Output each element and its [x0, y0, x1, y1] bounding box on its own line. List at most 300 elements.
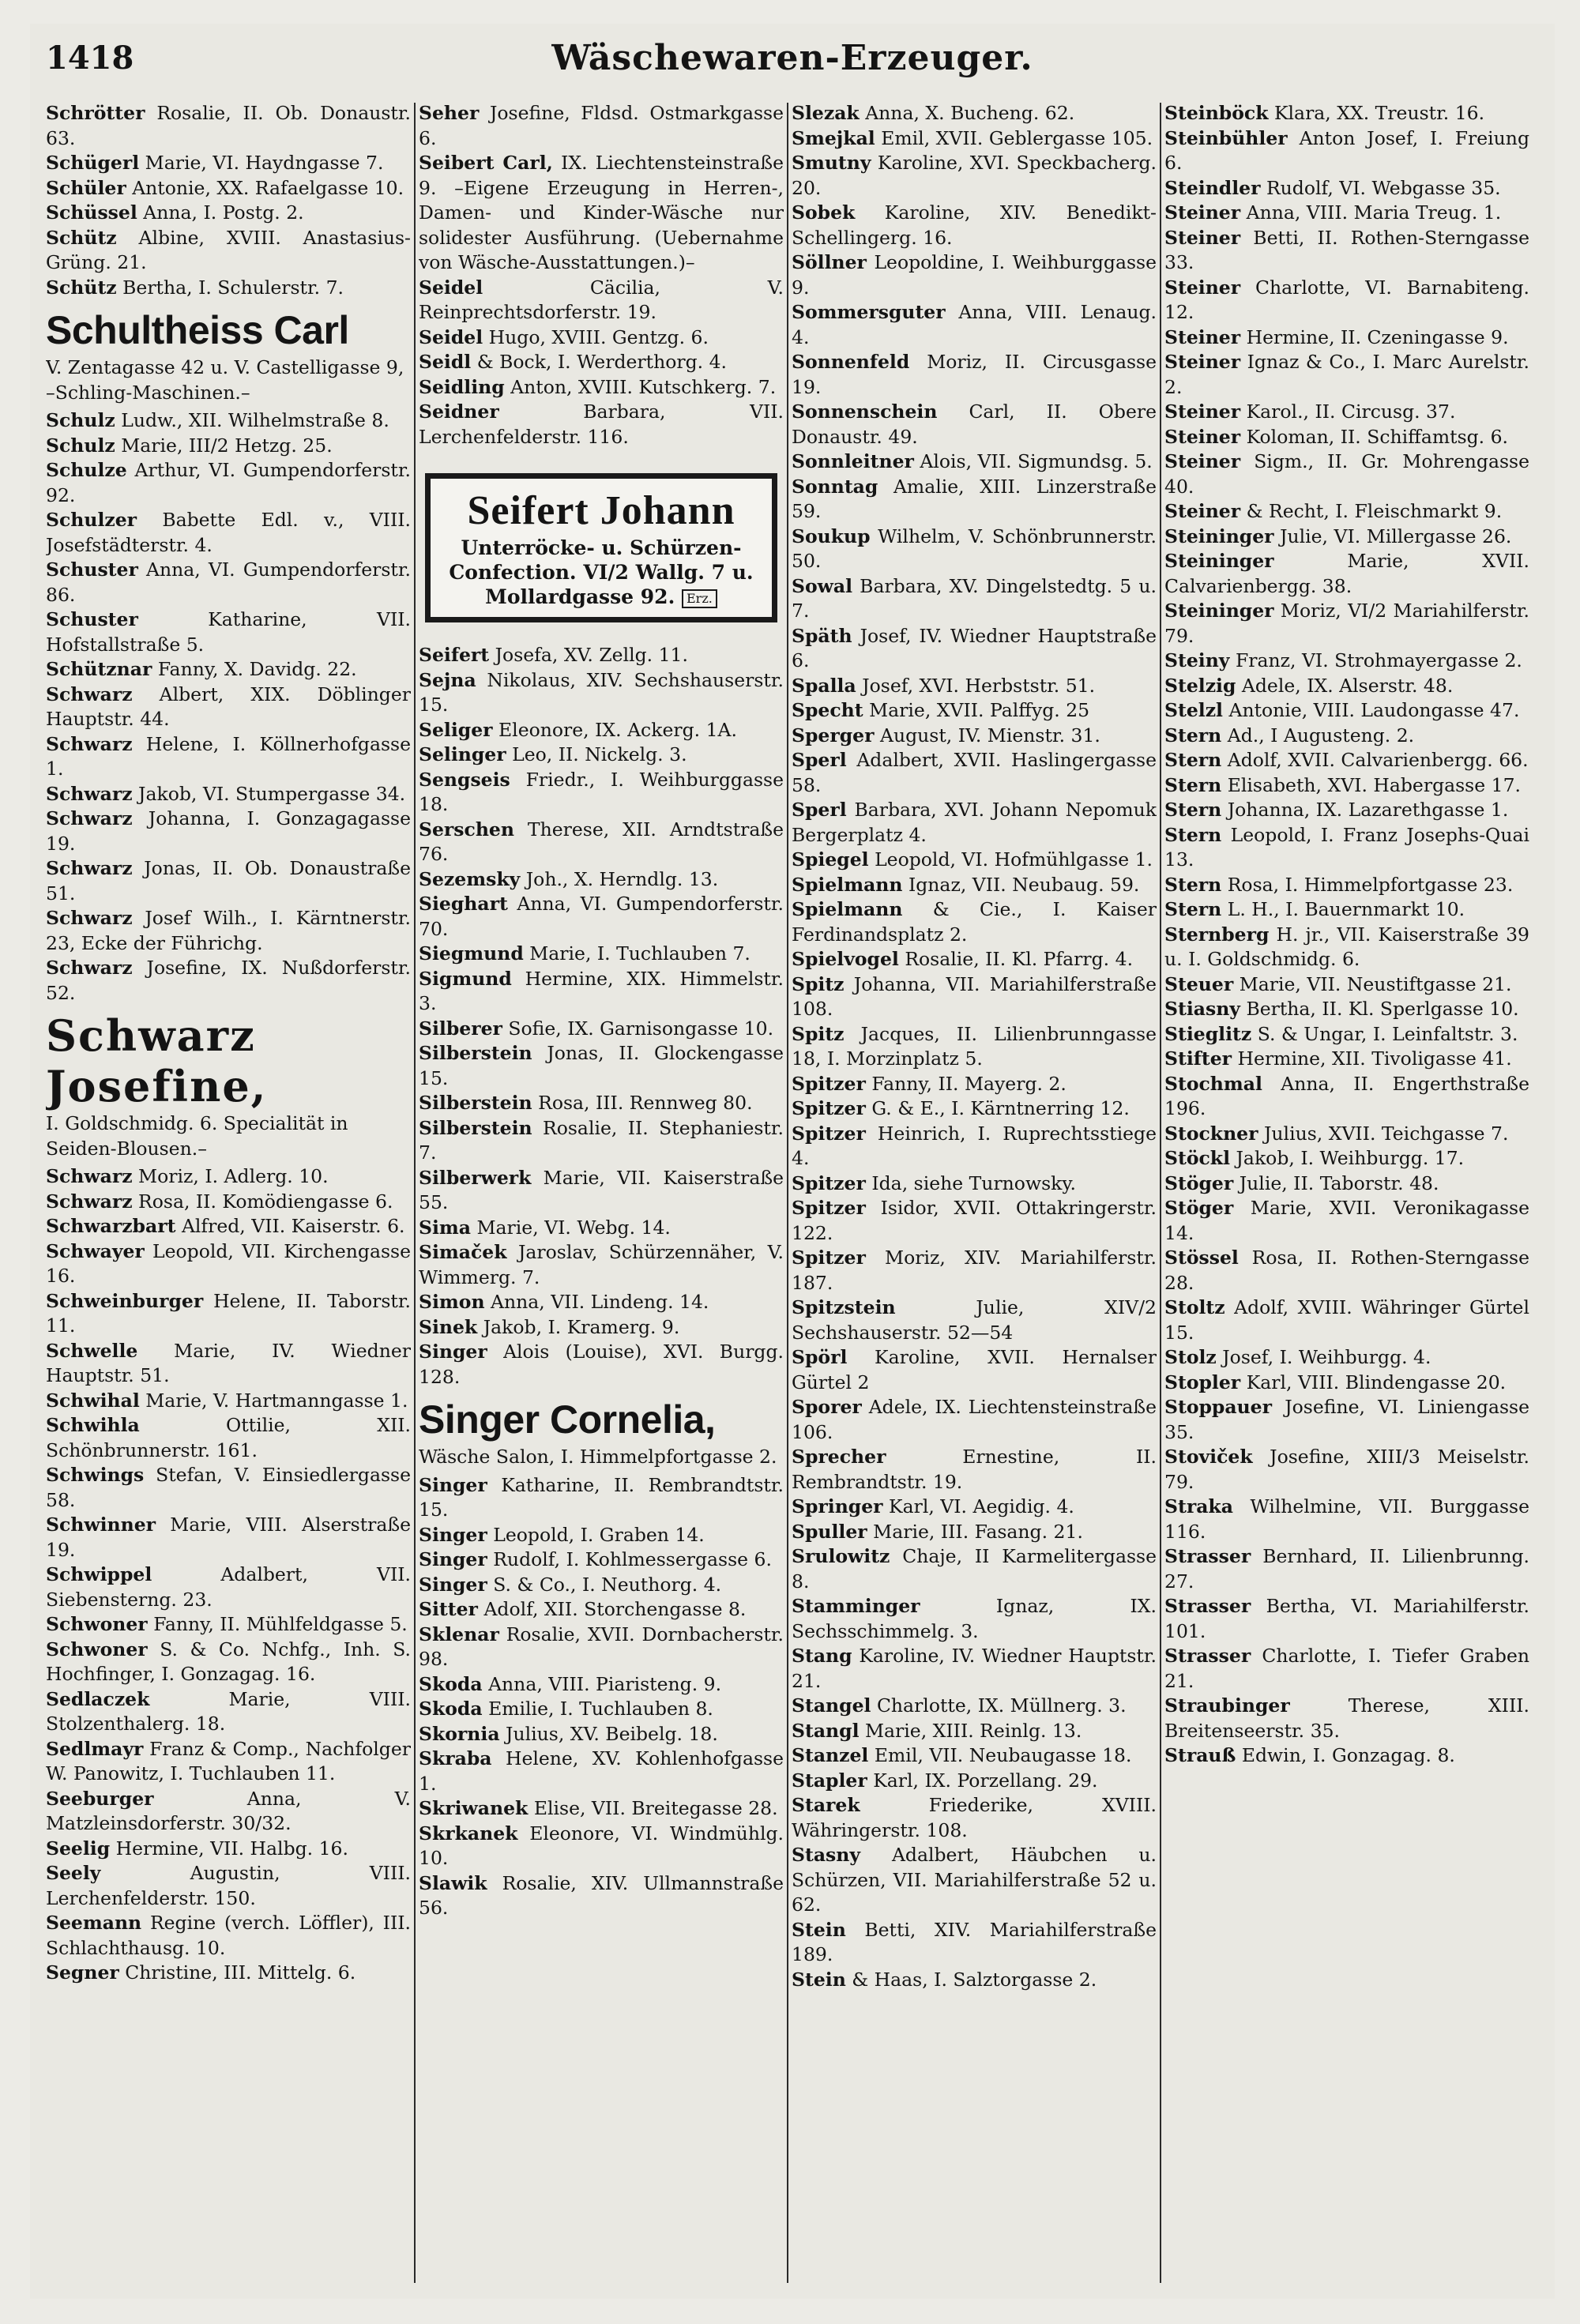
entry-name: Schwinner: [46, 1514, 156, 1536]
entry-name: Singer: [419, 1573, 487, 1596]
directory-entry: [792, 1171, 1157, 1197]
directory-entry: [419, 1473, 784, 1523]
directory-entry: [419, 1597, 784, 1623]
entry-address: Johanna, IX. Lazarethgasse 1.: [1227, 799, 1509, 821]
entry-address: Ottilie, XII. Schönbrunnerstr. 161.: [46, 1414, 411, 1461]
entry-name: Sternberg: [1164, 923, 1270, 946]
page-number: 1418: [46, 39, 134, 77]
directory-entry: [46, 1612, 411, 1638]
entry-name: Stapler: [792, 1769, 867, 1792]
entry-address: Ida, siehe Turnowsky.: [871, 1171, 1076, 1194]
directory-entry: [792, 1096, 1157, 1122]
entry-name: Schwarzbart: [46, 1215, 176, 1237]
directory-entry: [1164, 1495, 1529, 1544]
entry-name: Schwihla: [46, 1414, 140, 1436]
directory-entry: [46, 408, 411, 434]
page-header: [30, 24, 1555, 84]
entry-address: Karl, VIII. Blindengasse 20.: [1246, 1371, 1507, 1393]
entry-address: Marie, VI. Webg. 14.: [476, 1216, 671, 1239]
directory-entry: [1164, 449, 1529, 499]
entry-name: Seeburger: [46, 1787, 154, 1810]
entry-address: Marie, I. Tuchlauben 7.: [529, 942, 750, 965]
directory-entry: [792, 1295, 1157, 1345]
entry-address: Ignaz & Co., I. Marc Aurelstr. 2.: [1164, 351, 1529, 398]
entry-name: Sobek: [792, 201, 856, 224]
entry-address: Ad., I Augusteng. 2.: [1227, 724, 1415, 746]
entry-address: Koloman, II. Schiffamtsg. 6.: [1246, 425, 1509, 448]
entry-name: Segner: [46, 1961, 119, 1984]
entry-name: Specht: [792, 699, 863, 721]
entry-address: Julius, XV. Beibelg. 18.: [506, 1722, 718, 1745]
entry-address: Augustin, VIII. Lerchenfelderstr. 150.: [46, 1862, 411, 1909]
entry-name: Steiner: [1164, 400, 1241, 423]
entry-name: Sedlmayr: [46, 1737, 144, 1760]
entry-name: Stoviček: [1164, 1446, 1253, 1468]
entry-name: Spitzer: [792, 1197, 866, 1219]
entry-name: Steininger: [1164, 600, 1274, 622]
entry-name: Sperger: [792, 724, 875, 746]
entry-name: Sitter: [419, 1598, 478, 1620]
directory-entry: [1164, 923, 1529, 972]
entry-name: Sklenar: [419, 1623, 499, 1645]
directory-entry: [792, 698, 1157, 724]
directory-entry: [1164, 525, 1529, 550]
directory-entry: [1164, 649, 1529, 674]
entry-address: Julius, XVII. Teichgasse 7.: [1264, 1122, 1509, 1145]
entry-name: Straka: [1164, 1495, 1233, 1517]
entry-name: Stanzel: [792, 1744, 869, 1766]
directory-entry: [46, 508, 411, 558]
entry-name: Stöger: [1164, 1197, 1234, 1219]
directory-entry: [792, 1644, 1157, 1694]
entry-name: Stössel: [1164, 1247, 1239, 1269]
entry-address: Marie, VII. Kaiserstraße 55.: [419, 1166, 784, 1213]
entry-name: Smejkal: [792, 126, 875, 149]
entry-address: Emil, XVII. Geblergasse 105.: [881, 126, 1153, 149]
directory-entry: [419, 276, 784, 325]
entry-name: Steiner: [1164, 500, 1241, 522]
directory-entry: [1164, 798, 1529, 823]
featured-description: Wäsche Salon, I. Himmelpfortgasse 2.: [419, 1446, 777, 1468]
directory-entry: [792, 1196, 1157, 1246]
directory-entry: [46, 1389, 411, 1414]
column-3: [792, 101, 1157, 2297]
directory-entry: [1164, 1196, 1529, 1246]
entry-name: Sima: [419, 1216, 471, 1239]
entry-address: Marie, V. Hartmanngasse 1.: [145, 1389, 408, 1412]
entry-name: Sezemsky: [419, 867, 521, 890]
directory-entry: [792, 1345, 1157, 1395]
entry-name: Sejna: [419, 668, 476, 691]
entry-address: Jakob, I. Weihburgg. 17.: [1236, 1147, 1465, 1169]
entry-address: Katharine, VII. Hofstallstraße 5.: [46, 608, 411, 656]
entry-address: Albine, XVIII. Anastasius-Grüng. 21.: [46, 226, 411, 273]
entry-address: Jonas, II. Ob. Donaustraße 51.: [46, 857, 411, 904]
directory-entry: [792, 1594, 1157, 1644]
entry-name: Steiner: [1164, 276, 1241, 299]
directory-entry: [419, 1340, 784, 1390]
entry-address: Fanny, II. Mühlfeldgasse 5.: [153, 1613, 408, 1635]
entry-name: Starek: [792, 1794, 860, 1816]
entry-address: Marie, III/2 Hetzg. 25.: [121, 434, 333, 457]
entry-name: Schwarz: [46, 782, 133, 805]
entry-address: Antonie, XX. Rafaelgasse 10.: [132, 176, 404, 199]
directory-entry: [46, 1214, 411, 1239]
entry-address: Karl, VI. Aegidig. 4.: [889, 1495, 1074, 1517]
entry-address: Marie, III. Fasang. 21.: [873, 1520, 1083, 1543]
entry-address: Rosa, II. Rothen-Sterngasse 28.: [1164, 1247, 1529, 1294]
entry-name: Steininger: [1164, 550, 1274, 572]
entry-address: Bernhard, II. Lilienbrunng. 27.: [1164, 1545, 1529, 1593]
entry-address: S. & Co. Nchfg., Inh. S. Hochfinger, I. Gonzagag. 16.: [46, 1638, 411, 1685]
entry-name: Steiner: [1164, 425, 1241, 448]
entry-address: Rosalie, XVII. Dornbacherstr. 98.: [419, 1623, 784, 1670]
directory-page: [30, 24, 1555, 2299]
entry-address: Charlotte, VI. Barnabiteng. 12.: [1164, 276, 1529, 323]
entry-name: Spiegel: [792, 848, 869, 871]
entry-address: Karoline, XVI. Speckbacherg. 20.: [792, 152, 1157, 199]
entry-name: Sporer: [792, 1396, 862, 1418]
entry-name: Strauß: [1164, 1744, 1236, 1766]
entry-name: Spielmann: [792, 873, 903, 896]
entry-name: Schwarz: [46, 907, 133, 929]
entry-address: Karoline, XIV. Benedikt-Schellingerg. 16.: [792, 201, 1157, 249]
entry-address: & Recht, I. Fleischmarkt 9.: [1246, 500, 1503, 522]
entry-name: Slawik: [419, 1871, 487, 1894]
entry-address: L. H., I. Bauernmarkt 10.: [1227, 898, 1465, 920]
entry-name: Stiasny: [1164, 998, 1240, 1020]
directory-entry: [1164, 773, 1529, 799]
entry-name: Skornia: [419, 1722, 500, 1745]
entry-name: Stamminger: [792, 1595, 920, 1617]
entry-address: Moriz, VI/2 Mariahilferstr. 79.: [1164, 600, 1529, 647]
directory-entry: [792, 873, 1157, 898]
entry-address: Bertha, I. Schulerstr. 7.: [122, 276, 344, 299]
entry-name: Sperl: [792, 799, 847, 821]
entry-name: Stochmal: [1164, 1072, 1262, 1095]
entry-address: Marie, VIII. Alserstraße 19.: [46, 1514, 411, 1561]
entry-address: Marie, XVII. Calvarienbergg. 38.: [1164, 550, 1529, 597]
directory-entry: [792, 724, 1157, 749]
directory-entry: [792, 1694, 1157, 1719]
entry-address: Leopold, VII. Kirchengasse 16.: [46, 1239, 411, 1287]
directory-entry: [46, 1737, 411, 1787]
entry-address: Julie, VI. Millergasse 26.: [1280, 525, 1512, 547]
entry-name: Schulz: [46, 409, 115, 431]
column-rule: [787, 103, 788, 2283]
directory-entry: [46, 1513, 411, 1562]
entry-address: Josef, I. Weihburgg. 4.: [1222, 1346, 1431, 1368]
directory-entry: [46, 1413, 411, 1463]
entry-name: Schulz: [46, 434, 115, 457]
entry-name: Skraba: [419, 1747, 492, 1769]
featured-description: I. Goldschmidg. 6. Specialität in Seiden-Blousen.–: [46, 1112, 348, 1160]
directory-entry: [1164, 698, 1529, 724]
entry-name: Stangel: [792, 1694, 871, 1717]
featured-description: V. Zentagasse 42 u. V. Castelligasse 9, –Schling-Maschinen.–: [46, 356, 404, 404]
entry-address: Hermine, VII. Halbg. 16.: [115, 1837, 348, 1860]
entry-address: Adele, IX. Liechtensteinstraße 106.: [792, 1396, 1157, 1443]
column-1: [46, 101, 411, 2297]
directory-entry: [1164, 499, 1529, 525]
entry-address: Helene, I. Köllnerhofgasse 1.: [46, 732, 411, 780]
entry-address: Hermine, II. Czeningasse 9.: [1246, 325, 1509, 348]
entry-address: Anna, VI. Gumpendorferstr. 86.: [46, 558, 411, 606]
entry-name: Schwarz: [46, 807, 133, 829]
directory-entry: [419, 375, 784, 400]
entry-address: Franz, VI. Strohmayergasse 2.: [1235, 649, 1522, 671]
entry-address: Arthur, VI. Gumpendorferstr. 92.: [46, 459, 411, 506]
entry-name: Schweinburger: [46, 1289, 204, 1312]
directory-entry: [792, 1445, 1157, 1495]
entry-address: Fanny, II. Mayerg. 2.: [871, 1072, 1066, 1095]
directory-entry: [792, 1743, 1157, 1769]
directory-entry: [46, 1837, 411, 1862]
directory-entry: [792, 400, 1157, 449]
directory-entry: [1164, 873, 1529, 898]
directory-entry: [792, 748, 1157, 798]
directory-entry: [46, 458, 411, 508]
entry-address: Josef, XVI. Herbststr. 51.: [862, 674, 1096, 697]
directory-entry: [419, 1573, 784, 1598]
entry-name: Schütz: [46, 226, 117, 249]
entry-address: Josef, IV. Wiedner Hauptstraße 6.: [792, 624, 1157, 671]
entry-name: Sedlaczek: [46, 1687, 150, 1710]
directory-entry: [46, 1911, 411, 1961]
entry-name: Strasser: [1164, 1595, 1251, 1617]
directory-entry: [419, 942, 784, 967]
directory-entry: [46, 906, 411, 956]
entry-name: Schulzer: [46, 509, 137, 531]
entry-name: Srulowitz: [792, 1545, 890, 1567]
entry-address: Marie, VIII. Stolzenthalerg. 18.: [46, 1687, 411, 1735]
entry-address: Charlotte, I. Tiefer Graben 21.: [1164, 1645, 1529, 1692]
entry-address: Anna, VIII. Maria Treug. 1.: [1246, 201, 1502, 224]
entry-name: Stopler: [1164, 1371, 1241, 1393]
entry-name: Sowal: [792, 574, 853, 597]
entry-address: Marie, XVII. Veronikagasse 14.: [1164, 1197, 1529, 1244]
entry-address: Adalbert, XVII. Haslingergasse 58.: [792, 749, 1157, 796]
entry-address: Ernestine, II. Rembrandtstr. 19.: [792, 1446, 1157, 1493]
entry-address: Karl, IX. Porzellang. 29.: [873, 1769, 1098, 1792]
directory-entry: [419, 1216, 784, 1241]
directory-entry: [46, 1562, 411, 1612]
directory-entry: [46, 1289, 411, 1339]
entry-address: Carl, II. Obere Donaustr. 49.: [792, 400, 1157, 448]
directory-entry: [792, 574, 1157, 624]
entry-address: Anna, VII. Lindeng. 14.: [491, 1291, 709, 1313]
entry-address: Jacques, II. Lilienbrunngasse 18, I. Morzinplatz 5.: [792, 1022, 1157, 1070]
entry-address: Joh., X. Herndlg. 13.: [525, 867, 719, 890]
entry-name: Spielvogel: [792, 948, 899, 970]
directory-entry: [46, 1787, 411, 1837]
directory-entry: [419, 1747, 784, 1796]
entry-address: Franz & Comp., Nachfolger W. Panowitz, I. Tuchlauben 11.: [46, 1737, 411, 1784]
directory-entry: [792, 1022, 1157, 1072]
entry-address: Helene, II. Taborstr. 11.: [46, 1289, 411, 1337]
entry-address: Elisabeth, XVI. Habergasse 17.: [1227, 773, 1521, 796]
entry-name: Singer: [419, 1341, 487, 1363]
directory-entry: [792, 1793, 1157, 1843]
directory-entry: [792, 1719, 1157, 1744]
entry-name: Schüssel: [46, 201, 137, 224]
directory-entry: [419, 768, 784, 818]
entry-address: & Cie., I. Kaiser Ferdinandsplatz 2.: [792, 898, 1157, 946]
entry-name: Soukup: [792, 525, 871, 547]
entry-name: Schuster: [46, 558, 138, 581]
entry-address: Adalbert, Häubchen u. Schürzen, VII. Mariahilferstraße 52 u. 62.: [792, 1844, 1157, 1916]
entry-name: Stern: [1164, 823, 1222, 846]
entry-name: Steiny: [1164, 649, 1230, 671]
entry-address: Heinrich, I. Ruprechtsstiege 4.: [792, 1122, 1157, 1169]
directory-entry: [46, 276, 411, 301]
entry-address: Barbara, VII. Lerchenfelderstr. 116.: [419, 400, 784, 448]
entry-address: Hermine, XIX. Himmelstr. 3.: [419, 967, 784, 1014]
directory-entry: [46, 657, 411, 683]
entry-address: Moriz, I. Adlerg. 10.: [138, 1165, 329, 1187]
entry-name: Schrötter: [46, 102, 145, 124]
entry-name: Schwings: [46, 1464, 145, 1486]
directory-entry: [46, 1190, 411, 1215]
entry-name: Schwippel: [46, 1563, 152, 1585]
directory-entry: [46, 1239, 411, 1289]
directory-entry: [1164, 176, 1529, 201]
directory-entry: [792, 201, 1157, 250]
entry-address: Marie, VII. Neustiftgasse 21.: [1239, 972, 1512, 995]
entry-name: Simon: [419, 1291, 485, 1313]
entry-address: Isidor, XVII. Ottakringerstr. 122.: [792, 1197, 1157, 1244]
entry-name: Seidel: [419, 276, 483, 299]
entry-name: Singer: [419, 1523, 487, 1546]
entry-address: Leopoldine, I. Weihburggasse 9.: [792, 251, 1157, 299]
featured-entry: [46, 305, 411, 405]
entry-address: Sofie, IX. Garnisongasse 10.: [508, 1017, 774, 1040]
directory-entry: [1164, 972, 1529, 998]
directory-entry: [46, 1687, 411, 1737]
advertisement-badge: Erz.: [682, 589, 717, 608]
entry-address: Josef Wilh., I. Kärntnerstr. 23, Ecke der Führichg.: [46, 907, 411, 954]
directory-entry: [419, 1041, 784, 1091]
entry-name: Spitz: [792, 972, 845, 995]
entry-name: Schwelle: [46, 1339, 138, 1362]
entry-name: Schwarz: [46, 957, 133, 979]
directory-entry: [792, 1072, 1157, 1097]
directory-entry: [792, 126, 1157, 152]
directory-entry: [419, 1822, 784, 1871]
directory-entry: [792, 1544, 1157, 1594]
directory-entry: [46, 558, 411, 607]
entry-address: Sigm., II. Gr. Mohrengasse 40.: [1164, 450, 1529, 498]
entry-name: Seidl: [419, 351, 472, 373]
entry-name: Schütz: [46, 276, 117, 299]
directory-entry: [792, 624, 1157, 674]
entry-address: Johanna, I. Gonzagagasse 19.: [46, 807, 411, 855]
entry-name: Schwarz: [46, 683, 133, 705]
directory-entry: [1164, 1544, 1529, 1594]
entry-name: Steiner: [1164, 450, 1241, 472]
directory-entry: [792, 151, 1157, 201]
entry-name: Seely: [46, 1862, 101, 1884]
directory-entry: [46, 176, 411, 201]
directory-entry: [419, 151, 784, 276]
entry-name: Stern: [1164, 873, 1222, 896]
entry-name: Schüler: [46, 176, 126, 199]
directory-entry: [1164, 1246, 1529, 1295]
directory-entry: [419, 1796, 784, 1822]
directory-entry: [46, 151, 411, 176]
entry-name: Silberstein: [419, 1116, 532, 1139]
entry-name: Seibert Carl,: [419, 152, 553, 174]
directory-entry: [419, 1871, 784, 1921]
entry-address: Jonas, II. Glockengasse 15.: [419, 1042, 784, 1089]
entry-name: Spitzer: [792, 1171, 866, 1194]
directory-entry: [792, 798, 1157, 848]
entry-address: Betti, II. Rothen-Sterngasse 33.: [1164, 226, 1529, 273]
directory-entry: [46, 807, 411, 856]
entry-address: Eleonore, VI. Windmühlg. 10.: [419, 1822, 784, 1869]
entry-address: Rosa, II. Komödiengasse 6.: [138, 1190, 393, 1213]
entry-name: Spitz: [792, 1022, 845, 1045]
directory-entry: [419, 1240, 784, 1290]
entry-address: Leopold, VI. Hofmühlgasse 1.: [875, 848, 1153, 871]
entry-address: Helene, XV. Kohlenhofgasse 1.: [419, 1747, 784, 1795]
entry-address: Moriz, II. Circusgasse 19.: [792, 351, 1157, 398]
entry-address: Nikolaus, XIV. Sechshauserstr. 15.: [419, 668, 784, 716]
directory-entry: [46, 956, 411, 1006]
directory-entry: [792, 848, 1157, 873]
directory-entry: [1164, 1371, 1529, 1396]
entry-name: Singer: [419, 1473, 487, 1496]
entry-name: Strasser: [1164, 1645, 1251, 1667]
entry-address: Ignaz, VII. Neubaug. 59.: [908, 873, 1140, 896]
entry-name: Skoda: [419, 1698, 483, 1720]
entry-name: Söllner: [792, 251, 867, 273]
entry-address: Anna, V. Matzleinsdorferstr. 30/32.: [46, 1787, 411, 1834]
entry-address: Leo, II. Nickelg. 3.: [512, 743, 687, 765]
entry-address: Rosa, I. Himmelpfortgasse 23.: [1227, 873, 1514, 896]
entry-address: Rudolf, VI. Webgasse 35.: [1266, 176, 1501, 199]
entry-name: Seidner: [419, 400, 499, 423]
entry-address: IX. Liechtensteinstraße 9. –Eigene Erzeugung in Herren-, Damen- und Kinder-Wäsche nur solidester Ausführung. (Uebernahme von Wäsche-Ausstattungen.)–: [419, 152, 784, 273]
entry-name: Silberstein: [419, 1042, 532, 1064]
entry-name: Spielmann: [792, 898, 903, 920]
entry-address: Marie, XVII. Palffyg. 25: [869, 699, 1090, 721]
advertisement-description: [442, 536, 761, 609]
advertisement-box: [425, 473, 777, 622]
directory-entry: [1164, 126, 1529, 176]
entry-address: & Bock, I. Werderthorg. 4.: [476, 351, 728, 373]
directory-entry: [419, 325, 784, 351]
directory-entry: [1164, 549, 1529, 599]
entry-name: Strasser: [1164, 1545, 1251, 1567]
entry-address: Adalbert, VII. Siebensterng. 23.: [46, 1563, 411, 1611]
directory-entry: [46, 732, 411, 782]
directory-entry: [1164, 1295, 1529, 1345]
entry-address: Antonie, VIII. Laudongasse 47.: [1228, 699, 1520, 721]
directory-entry: [419, 668, 784, 718]
directory-entry: [46, 434, 411, 459]
entry-address: Julie, II. Taborstr. 48.: [1239, 1171, 1439, 1194]
entry-name: Spuller: [792, 1520, 867, 1543]
entry-address: Therese, XII. Arndtstraße 76.: [419, 818, 784, 865]
directory-entry: [1164, 1022, 1529, 1047]
entry-address: Karoline, IV. Wiedner Hauptstr. 21.: [792, 1645, 1157, 1692]
entry-name: Schwarz: [46, 857, 133, 879]
entry-address: Anna, I. Postg. 2.: [143, 201, 304, 224]
entry-address: Emilie, I. Tuchlauben 8.: [488, 1698, 713, 1720]
entry-address: Hermine, XII. Tivoligasse 41.: [1237, 1047, 1512, 1070]
entry-address: Eleonore, IX. Ackerg. 1A.: [498, 718, 737, 741]
